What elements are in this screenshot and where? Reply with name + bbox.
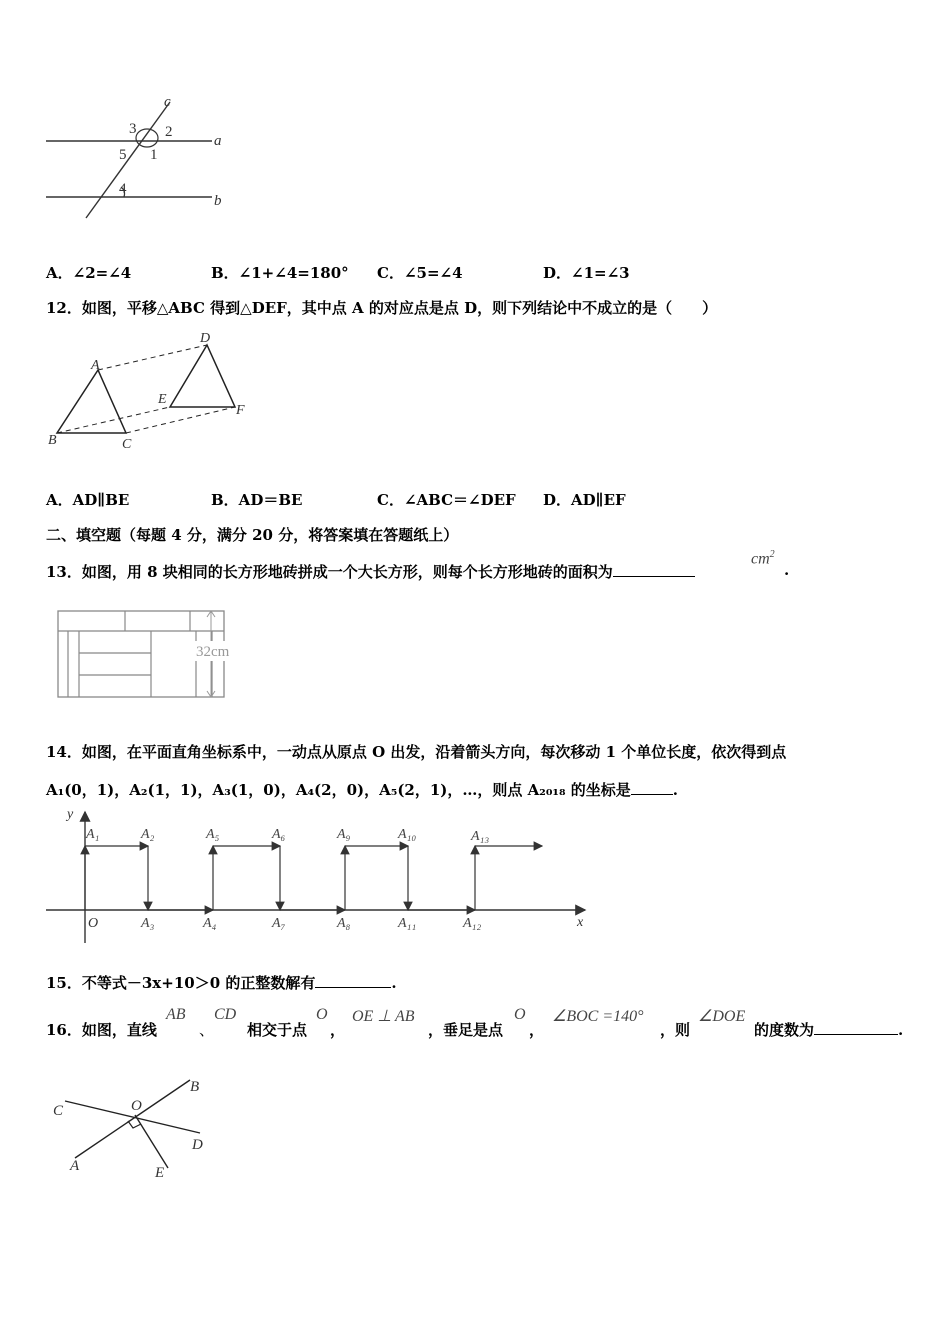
label-C: C: [53, 1103, 64, 1119]
figure-translation-triangles: [40, 325, 270, 455]
triangle-abc: [57, 370, 126, 433]
q13-unit-exponent: 2: [769, 549, 775, 560]
label-A6: A₆: [272, 827, 286, 842]
q16-comma1: ，: [330, 1021, 346, 1039]
q15-stem: [46, 972, 397, 993]
q12-option-d: D．AD∥EF: [543, 491, 626, 509]
segment-cf: [126, 407, 235, 433]
label-A12: A₁₂: [463, 916, 482, 931]
label-F: F: [236, 403, 245, 418]
label-y: y: [67, 807, 74, 822]
angle-arc-top: [136, 129, 158, 147]
label-x: x: [577, 915, 584, 930]
q12-stem: 12．如图，平移△ABC 得到△DEF，其中点 A 的对应点是点 D，则下列结论中不成立的是（ ）: [46, 299, 718, 317]
label-angle-2: 2: [165, 124, 173, 140]
label-A11: A₁₁: [398, 916, 417, 931]
label-B: B: [48, 433, 57, 448]
label-angle-4: 4: [119, 181, 127, 197]
label-c: c: [164, 94, 171, 110]
label-A7: A₇: [272, 916, 286, 931]
q16-mid2: ，垂足是点: [428, 1021, 504, 1039]
q16-end: .: [898, 1021, 904, 1039]
q12-option-a: A．AD∥BE: [46, 491, 130, 509]
q15-stem-text: 15．不等式－3x+10＞0 的正整数解有: [46, 974, 316, 992]
label-A3: A₃: [141, 916, 155, 931]
label-C: C: [122, 437, 132, 452]
q11-option-c: C．∠5=∠4: [377, 264, 463, 282]
q16-prefix: 16．如图，直线: [46, 1021, 157, 1039]
q14-stem-line2-text: A₁(0，1)，A₂(1，1)，A₃(1，0)，A₄(2，0)，A₅(2，1)，…，则点 A₂₀₁₈ 的坐标是: [46, 781, 631, 799]
label-A10: A₁₀: [398, 827, 417, 842]
q16-tail: [754, 1019, 903, 1040]
section-2-heading: 二、填空题（每题 4 分，满分 20 分，将答案填在答题纸上）: [46, 526, 459, 544]
q14-end: .: [672, 781, 678, 799]
figure-parallel-lines: [40, 90, 240, 225]
q16-sep: 、: [199, 1021, 215, 1039]
label-angle-5: 5: [119, 147, 127, 163]
segment-ad: [98, 345, 207, 370]
q16-o1: O: [316, 1006, 328, 1023]
label-angle-1: 1: [150, 147, 158, 163]
label-D: D: [192, 1137, 203, 1153]
q14-answer-blank: [631, 780, 673, 795]
ray-oe: [135, 1115, 168, 1168]
q13-unit: [751, 549, 775, 568]
q13-answer-blank: [613, 562, 695, 577]
line-ab: [75, 1080, 190, 1158]
q15-end: .: [391, 974, 397, 992]
q16-perp: OE ⊥ AB: [352, 1008, 415, 1025]
q14-stem-line1: 14．如图，在平面直角坐标系中，一动点从原点 O 出发，沿着箭头方向，每次移动 1 个单位长度，依次得到点: [46, 743, 787, 761]
q16-angle-boc: ∠BOC =140°: [552, 1008, 644, 1025]
label-b: b: [214, 193, 222, 209]
q12-option-c: C．∠ABC＝∠DEF: [377, 491, 516, 509]
q11-option-b: B．∠1+∠4=180°: [211, 264, 349, 282]
figure-tiles: [50, 605, 250, 705]
figure-coordinate-path: [40, 800, 600, 950]
q16-mid1: 相交于点: [247, 1021, 308, 1039]
q13-stem: [46, 561, 695, 582]
label-A13: A₁₃: [471, 829, 490, 844]
label-A1: A₁: [86, 827, 100, 842]
label-A5: A₅: [206, 827, 220, 842]
q16-mid4: 的度数为: [754, 1021, 815, 1039]
label-a: a: [214, 133, 222, 149]
segment-be: [57, 407, 170, 433]
label-E: E: [155, 1165, 165, 1181]
q11-option-d: D．∠1=∠3: [543, 264, 630, 282]
label-E: E: [158, 392, 167, 407]
q11-option-a: A．∠2=∠4: [46, 264, 132, 282]
q16-angle-doe: ∠DOE: [698, 1008, 746, 1025]
label-D: D: [200, 331, 211, 346]
label-B: B: [190, 1079, 200, 1095]
label-A: A: [70, 1158, 80, 1174]
q16-mid3: ，则: [660, 1021, 691, 1039]
figure-intersecting-lines: [45, 1070, 225, 1185]
q14-stem-line2: [46, 779, 678, 800]
q13-end: .: [784, 561, 790, 579]
label-A4: A₄: [203, 916, 217, 931]
dimension-label: 32cm: [196, 644, 230, 660]
label-O: O: [88, 916, 99, 931]
label-A9: A₉: [337, 827, 351, 842]
q15-answer-blank: [315, 973, 391, 988]
q13-unit-text: cm: [751, 550, 770, 568]
q12-option-b: B．AD＝BE: [211, 491, 303, 509]
label-A: A: [91, 358, 100, 373]
q16-cd: CD: [214, 1006, 237, 1023]
q13-stem-text: 13．如图，用 8 块相同的长方形地砖拼成一个大长方形，则每个长方形地砖的面积为: [46, 563, 613, 581]
label-A8: A₈: [337, 916, 351, 931]
q16-ab: AB: [166, 1006, 186, 1023]
q16-comma2: ，: [529, 1021, 545, 1039]
triangle-def: [170, 345, 235, 407]
q16-answer-blank: [814, 1020, 898, 1035]
label-angle-3: 3: [129, 121, 137, 137]
label-O: O: [131, 1098, 142, 1114]
q16-o2: O: [514, 1006, 526, 1023]
label-A2: A₂: [141, 827, 155, 842]
